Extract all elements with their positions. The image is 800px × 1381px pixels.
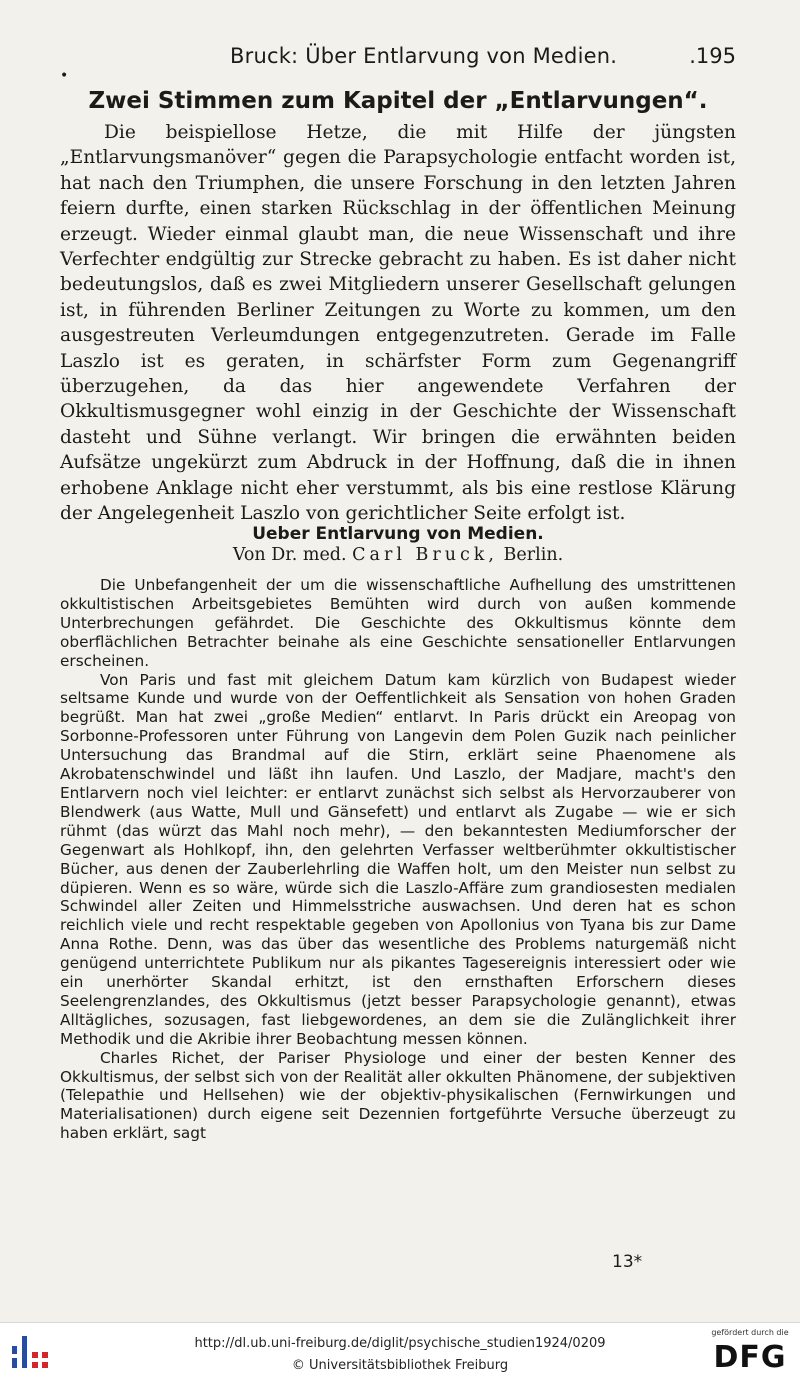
article-body — [60, 576, 736, 1143]
body-paragraph: Charles Richet, der Pariser Physiologe und einer der besten Kenner des Okkultismus, der selbst sich von der Realität aller okkulten Phänomene, der subjektiven (Telepathie und Hellsehen) wie der objektiv-physikalischen (Fernwirkungen und Materialisationen) durch eigene seit Dezennien fortgeführte Versuche überzeugt zu haben erklärt, sagt — [60, 1048, 736, 1143]
viewer-footer — [0, 1322, 800, 1381]
article-title: Ueber Entlarvung von Medien. — [252, 524, 544, 544]
signature-mark: 13* — [612, 1252, 643, 1272]
page-number: .195 — [689, 44, 736, 68]
running-head-title: Bruck: Über Entlarvung von Medien. — [230, 44, 618, 68]
running-head — [60, 44, 736, 84]
body-paragraph: Die Unbefangenheit der um die wissenschaftliche Aufhellung des umstrittenen okkultistischen Arbeitsgebietes Bemühten wird durch von außen kommende Unterbrechungen gefährdet. Die Geschichte des Okkultismus könnte dem oberflächlichen Betrachter beinahe als eine Geschichte sensationeller Entlarvungen erscheinen. — [60, 576, 736, 670]
byline-author: Carl Bruck, — [352, 545, 498, 565]
dfg-logo-text: DFG — [713, 1340, 787, 1375]
source-url-link[interactable]: http://dl.ub.uni-freiburg.de/diglit/psychische_studien1924/0209 — [194, 1336, 606, 1351]
section-title: Zwei Stimmen zum Kapitel der „Entlarvungen“. — [88, 88, 708, 114]
byline — [60, 545, 736, 565]
footer-divider — [0, 1322, 800, 1323]
copyright-notice: © Universitätsbibliothek Freiburg — [291, 1358, 509, 1373]
byline-prefix: Von Dr. med. — [232, 545, 347, 565]
byline-place: Berlin. — [503, 545, 564, 565]
margin-mark: • — [60, 68, 69, 84]
body-paragraph: Von Paris und fast mit gleichem Datum kam kürzlich von Budapest wieder seltsame Kunde und wurde von der Oeffentlichkeit als Sensation von hohen Graden begrüßt. Man hat zwei „große Medien“ entlarvt. In Paris drückt ein Areopag von Sorbonne-Professoren unter Führung von Langevin dem Polen Guzik nach peinlicher Untersuchung das Brandmal auf die Stirn, erklärt seine Phaenomene als Akrobatenschwindel und läßt ihn laufen. Und Laszlo, der Madjare, macht's den Entlarvern noch viel leichter: er entlarvt zunächst sich selbst als Hervorzauberer von Blendwerk (aus Watte, Mull und Gänsefett) und entlarvt als Zugabe — wie er sich rühmt (das würzt das Mahl noch mehr), — den bekanntesten Mediumforscher der Gegenwart als Hohlkopf, ihn, den gelehrten Verfasser weltberühmter okkultistischer Bücher, aus denen der Zauberlehrling die Waffen holt, um den Meister nun selbst zu düpieren. Wenn es so wäre, würde sich die Laszlo-Affäre zum grandiosesten medialen Schwindel aller Zeiten und Himmelsstriche auswachsen. Und deren hat es schon reichlich viele und recht respektable gegeben von Apollonius von Tyana bis zur Dame Anna Rothe. Denn, was das über das wesentliche des Problems naturgemäß nicht genügend unterrichtete Publikum nur als pikantes Tagesereignis interessiert oder wie ein unerhörter Skandal erhitzt, ist den ernsthaften Erforschern dieses Seelengrenzlandes, des Okkultismus (jetzt besser Parapsychologie genannt), etwas Alltägliches, sozusagen, fast liebgewordenes, an dem sie die Zulänglichkeit ihrer Methodik und die Akribie ihrer Beobachtung messen können. — [60, 670, 736, 1048]
dfg-logo-icon[interactable] — [708, 1328, 792, 1378]
intro-paragraph: Die beispiellose Hetze, die mit Hilfe der jüngsten „Entlarvungsmanöver“ gegen die Parapsychologie entfacht worden ist, hat nach den Triumphen, die unsere Forschung in den letzten Jahren feiern durfte, einen starken Rückschlag in der öffentlichen Meinung erzeugt. Wieder einmal glaubt man, die neue Wissenschaft und ihre Verfechter endgültig zur Strecke gebracht zu haben. Es ist daher nicht bedeutungslos, daß es zwei Mitgliedern unserer Gesellschaft gelungen ist, in führenden Berliner Zeitungen zu Worte zu kommen, um den ausgestreuten Verleumdungen entgegenzutreten. Gerade im Falle Laszlo ist es geraten, in schärfster Form zum Gegenangriff überzugehen, da das hier angewendete Verfahren der Okkultismusgegner wohl einzig in der Geschichte der Wissenschaft dasteht und Sühne verlangt. Wir bringen die erwähnten beiden Aufsätze ungekürzt zum Abdruck in der Hoffnung, daß die in ihnen erhobene Anklage nicht eher verstummt, als bis eine restlose Klärung der Angelegenheit Laszlo von gerichtlicher Seite erfolgt ist. — [60, 122, 736, 525]
dfg-caption: gefördert durch die — [711, 1328, 789, 1337]
